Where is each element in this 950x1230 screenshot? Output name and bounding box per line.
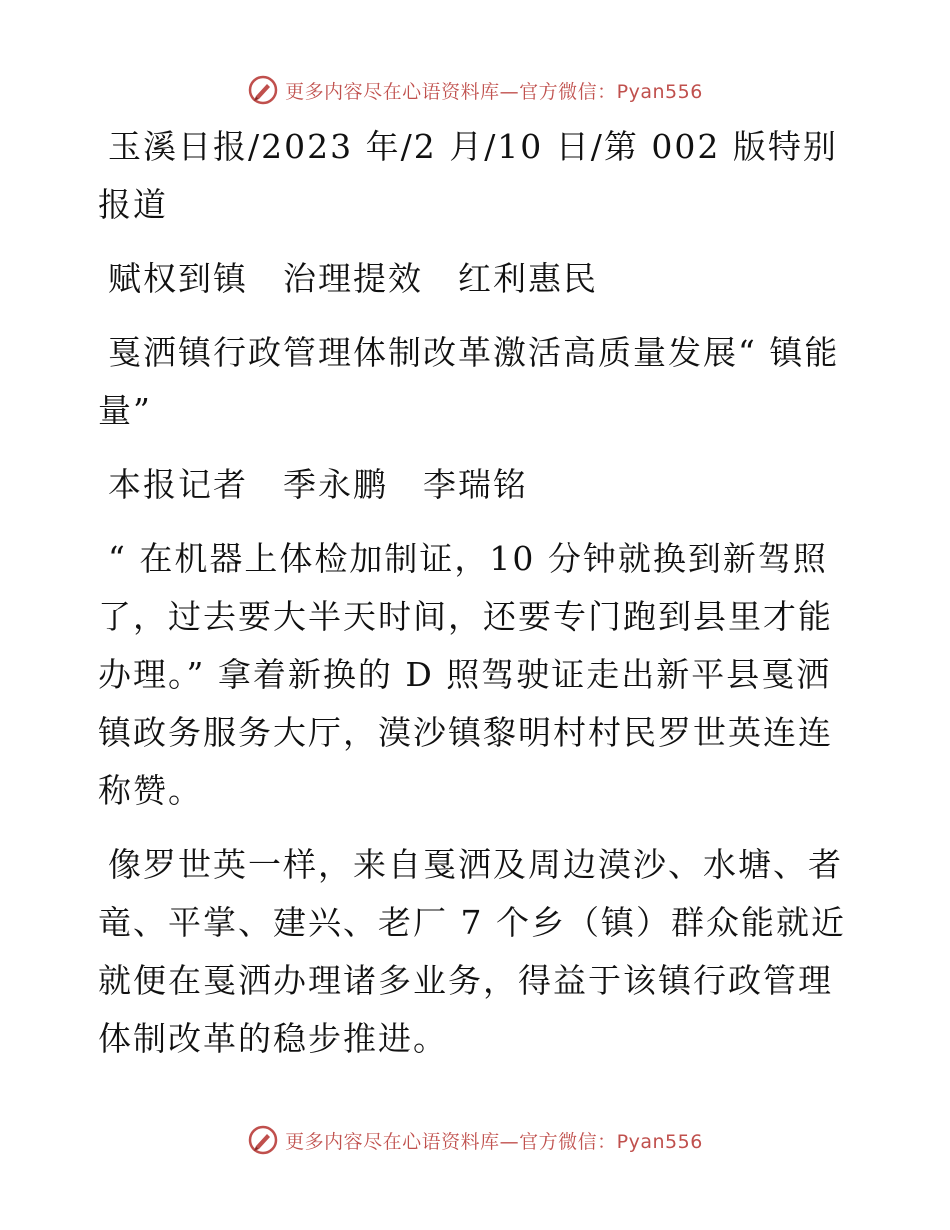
article-byline: 本报记者 季永鹏 李瑞铭: [108, 465, 528, 504]
watermark-header: [0, 70, 950, 110]
pen-logo-icon: [247, 74, 279, 106]
article-dateline: 玉溪日报/2023 年/2 月/10 日/第 002 版特别报道: [98, 127, 838, 224]
article-body: [98, 118, 858, 1084]
pen-logo-icon: [247, 1124, 279, 1156]
watermark-footer: [0, 1120, 950, 1160]
watermark-text: 更多内容尽在心语资料库—官方微信：Pyan556: [285, 1130, 703, 1153]
article-subheadline: 戛洒镇行政管理体制改革激活高质量发展“ 镇能量”: [98, 333, 840, 430]
article-headline: 赋权到镇 治理提效 红利惠民: [108, 259, 598, 298]
article-paragraph: “ 在机器上体检加制证，10 分钟就换到新驾照了，过去要大半天时间，还要专门跑到县里才能办理。” 拿着新换的 D 照驾驶证走出新平县戛洒镇政务服务大厅，漠沙镇黎明村村民罗世英连连称赞。: [98, 539, 833, 810]
watermark-text: 更多内容尽在心语资料库—官方微信：Pyan556: [285, 80, 703, 103]
article-paragraph: 像罗世英一样，来自戛洒及周边漠沙、水塘、者竜、平掌、建兴、老厂 7 个乡（镇）群众能就近就便在戛洒办理诸多业务，得益于该镇行政管理体制改革的稳步推进。: [98, 845, 846, 1058]
